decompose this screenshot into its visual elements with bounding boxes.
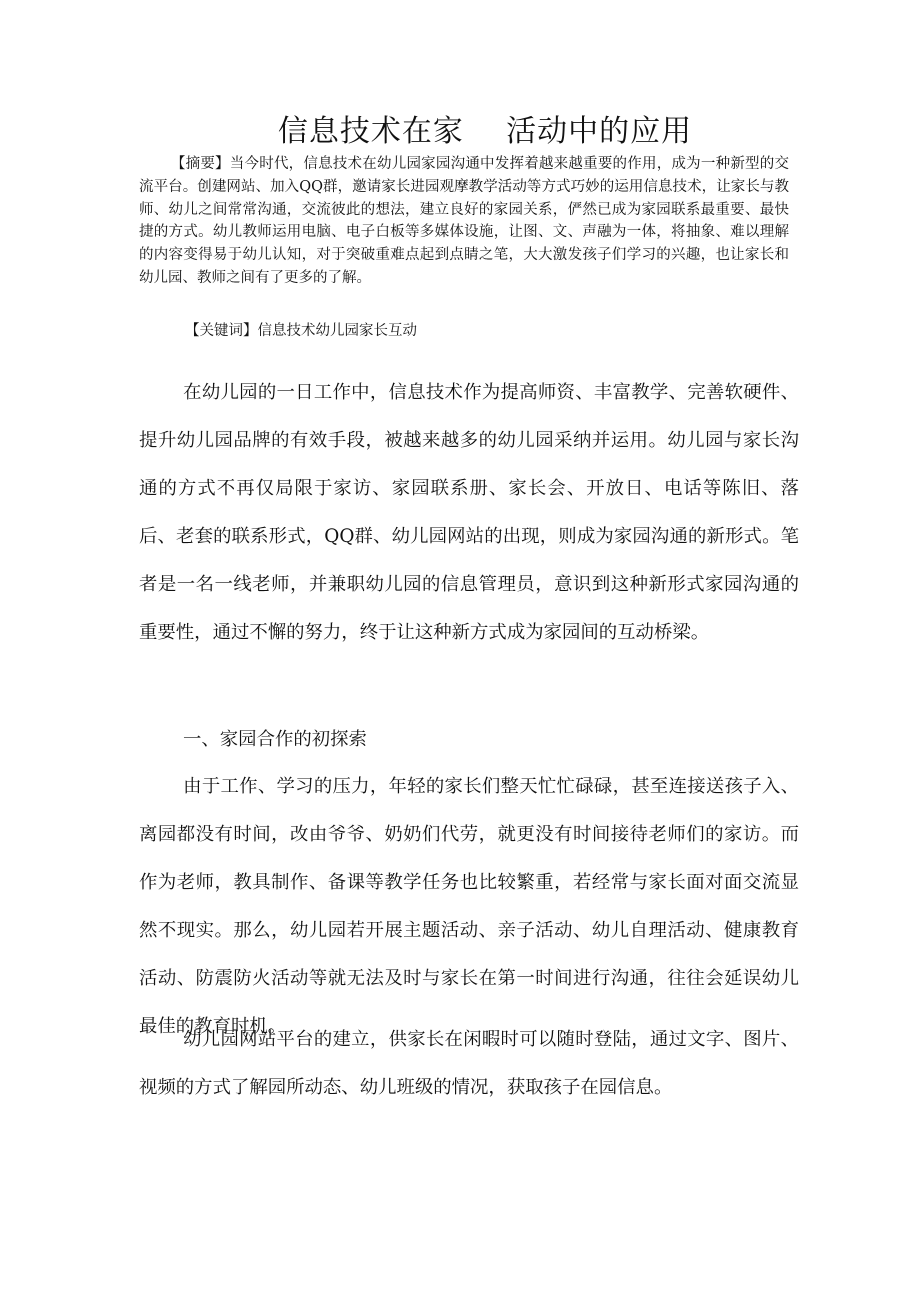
- section-heading-1: 一、家园合作的初探索: [183, 729, 367, 750]
- abstract-paragraph: 【摘要】当今时代，信息技术在幼儿园家园沟通中发挥着越来越重要的作用，成为一种新型的交流平台。创建网站、加入QQ群，邀请家长进园观摩教学活动等方式巧妙的运用信息技术，让家长与教师、幼儿之间常常沟通，交流彼此的想法，建立良好的家园关系，俨然已成为家园联系最重要、最快捷的方式。幼儿教师运用电脑、电子白板等多媒体设施，让图、文、声融为一体，将抽象、难以理解的内容变得易于幼儿认知，对于突破重难点起到点睛之笔，大大激发孩子们学习的兴趣，也让家长和幼儿园、教师之间有了更多的了解。: [139, 156, 789, 286]
- body-paragraph-3: 幼儿园网站平台的建立，供家长在闲暇时可以随时登陆，通过文字、图片、视频的方式了解园所动态、幼儿班级的情况，获取孩子在园信息。: [139, 1029, 799, 1098]
- keywords-line: 【关键词】信息技术幼儿园家长互动: [185, 323, 417, 339]
- document-title: 信息技术在家 活动中的应用: [277, 114, 693, 149]
- body-paragraph-2: 由于工作、学习的压力，年轻的家长们整天忙忙碌碌，甚至连接送孩子入、离园都没有时间，改由爷爷、奶奶们代劳，就更没有时间接待老师们的家访。而作为老师，教具制作、备课等教学任务也比较繁重，若经常与家长面对面交流显然不现实。那么，幼儿园若开展主题活动、亲子活动、幼儿自理活动、健康教育活动、防震防火活动等就无法及时与家长在第一时间进行沟通，往往会延误幼儿最佳的教育时机。: [139, 776, 799, 1037]
- body-paragraph-1: 在幼儿园的一日工作中，信息技术作为提高师资、丰富教学、完善软硬件、提升幼儿园品牌的有效手段，被越来越多的幼儿园采纳并运用。幼儿园与家长沟通的方式不再仅局限于家访、家园联系册、家长会、开放日、电话等陈旧、落后、老套的联系形式，QQ群、幼儿园网站的出现，则成为家园沟通的新形式。笔者是一名一线老师，并兼职幼儿园的信息管理员，意识到这种新形式家园沟通的重要性，通过不懈的努力，终于让这种新方式成为家园间的互动桥梁。: [139, 382, 799, 643]
